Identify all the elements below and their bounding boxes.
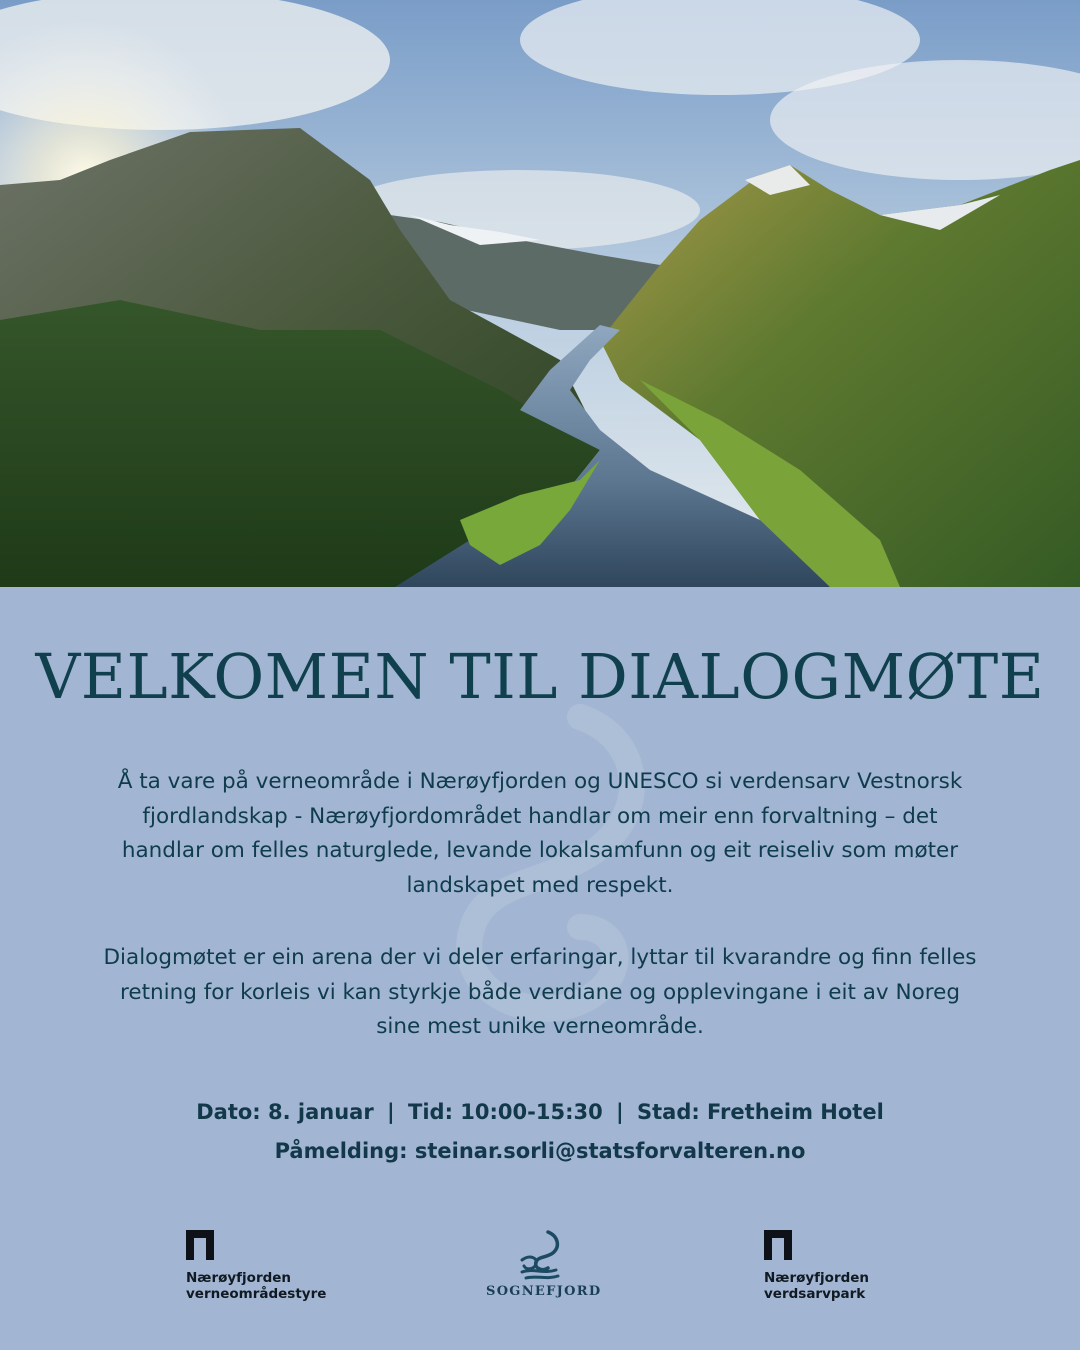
intro-paragraph: Å ta vare på verneområde i Nærøyfjorden og UNESCO si verdensarv Vestnorsk fjordlandskap - Nærøyfjordområdet handlar om meir enn forvaltning – det handlar om felles naturglede, levande lokalsamfunn og eit reiseliv som møter landskapet med respekt. <box>117 769 963 898</box>
logo-center-text: SOGNEFJORD <box>486 1284 602 1299</box>
event-date: Dato: 8. januar <box>196 1100 374 1124</box>
nf-mark-icon <box>186 1230 214 1260</box>
logo-left-line2: verneområdestyre <box>186 1286 327 1302</box>
registration-line[interactable]: Påmelding: steinar.sorli@statsforvalteren.no <box>274 1139 806 1163</box>
dialogue-paragraph: Dialogmøtet er ein arena der vi deler erfaringar, lyttar til kvarandre og finn felles retning for korleis vi kan styrkje både verdiane og opplevingane i eit av Noreg sine mest unike verneområde. <box>103 945 977 1039</box>
event-place: Stad: Fretheim Hotel <box>636 1100 884 1124</box>
logo-verneomradestyre <box>186 1230 326 1302</box>
separator: | <box>387 1100 395 1124</box>
sognefjord-watermark-icon <box>380 697 700 1117</box>
hero-photo <box>0 0 1080 587</box>
event-details <box>0 1097 1080 1127</box>
page-title: VELKOMEN TIL DIALOGMØTE <box>35 640 1045 713</box>
logo-right-line1: Nærøyfjorden <box>764 1270 870 1286</box>
fjord-illustration <box>0 0 1080 587</box>
nf-mark-icon <box>764 1230 792 1260</box>
logo-verdsarvpark <box>764 1230 869 1302</box>
logo-sognefjord <box>486 1230 602 1299</box>
content-panel <box>0 587 1080 1350</box>
logo-left-line1: Nærøyfjorden <box>186 1270 292 1286</box>
dragon-wave-icon <box>518 1230 564 1282</box>
logo-right-line2: verdsarvpark <box>764 1286 866 1302</box>
event-time: Tid: 10:00-15:30 <box>408 1100 603 1124</box>
separator: | <box>616 1100 624 1124</box>
